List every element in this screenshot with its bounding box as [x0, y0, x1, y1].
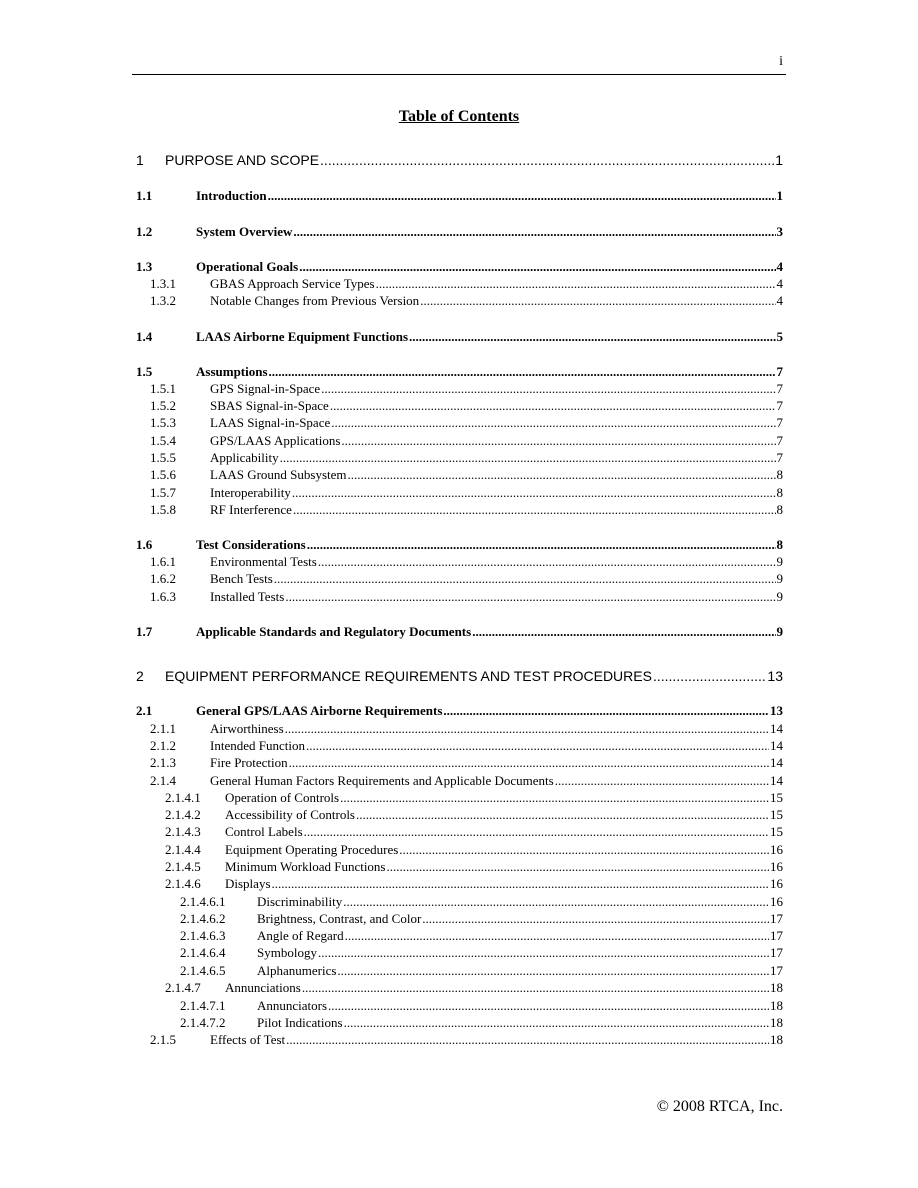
- toc-entry-page: 18: [770, 1032, 783, 1047]
- toc-entry-number: 2.1.4.7: [165, 980, 201, 995]
- toc-entry: [136, 537, 783, 554]
- toc-entry-number: 2.1.4.6.4: [180, 945, 226, 960]
- toc-entry-leader: [272, 876, 770, 892]
- toc-entry-title: LAAS Airborne Equipment Functions: [196, 329, 409, 344]
- toc-entry-number: 2.1.1: [150, 721, 176, 736]
- toc-entry-number: 2.1.4: [150, 773, 176, 788]
- toc-entry-page: 4: [776, 259, 783, 274]
- toc-entry-page: 16: [770, 876, 783, 891]
- toc-entry-number: 1.6.2: [150, 571, 176, 586]
- toc-entry-number: 1.5.7: [150, 485, 176, 500]
- toc-entry: [150, 589, 783, 606]
- toc-entry-leader: [307, 537, 776, 553]
- toc-entry-number: 2.1.4.6.2: [180, 911, 226, 926]
- toc-entry-title: Notable Changes from Previous Version: [210, 293, 420, 308]
- toc-entry-leader: [356, 807, 769, 823]
- toc-entry-page: 17: [770, 911, 783, 926]
- toc-entry-page: 3: [776, 224, 783, 239]
- toc-entry: [165, 876, 783, 893]
- toc-entry-number: 1.5.8: [150, 502, 176, 517]
- toc-entry: [150, 502, 783, 519]
- toc-entry-number: 1.5.3: [150, 415, 176, 430]
- toc-entry-leader: [341, 433, 775, 449]
- toc-entry-page: 7: [776, 433, 783, 448]
- toc-entry-leader: [304, 824, 769, 840]
- toc-entry-number: 2.1.5: [150, 1032, 176, 1047]
- toc-entry-leader: [409, 329, 775, 345]
- toc-entry: [180, 963, 783, 980]
- toc-entry-number: 2.1.3: [150, 755, 176, 770]
- toc-entry-page: 14: [770, 721, 783, 736]
- toc-entry: [165, 790, 783, 807]
- toc-entry-title: Equipment Operating Procedures: [225, 842, 399, 857]
- toc-entry-number: 2.1.4.7.2: [180, 1015, 226, 1030]
- toc-entry-leader: [320, 152, 774, 168]
- toc-entry-number: 1.6: [136, 537, 153, 552]
- toc-entry: [150, 485, 783, 502]
- toc-entry-number: 1.1: [136, 188, 153, 203]
- toc-entry-title: System Overview: [196, 224, 293, 239]
- toc-entry-number: 1.5.1: [150, 381, 176, 396]
- toc-entry-leader: [348, 467, 776, 483]
- toc-entry-leader: [286, 1032, 769, 1048]
- toc-entry-number: 1.5.2: [150, 398, 176, 413]
- toc-entry-title: LAAS Signal-in-Space: [210, 415, 331, 430]
- toc-entry-title: Intended Function: [210, 738, 305, 753]
- toc-entry-leader: [472, 624, 775, 640]
- toc-entry-number: 1.6.3: [150, 589, 176, 604]
- toc-entry: [180, 911, 783, 928]
- toc-entry-title: GPS Signal-in-Space: [210, 381, 321, 396]
- toc-entry: [150, 721, 783, 738]
- toc-entry-title: Annunciations: [225, 980, 301, 995]
- toc-entry-page: 14: [770, 755, 783, 770]
- toc-entry-number: 2.1.4.3: [165, 824, 201, 839]
- toc-entry-page: 4: [776, 276, 783, 291]
- toc-entry-number: 1.2: [136, 224, 153, 239]
- toc-entry-number: 1.5.6: [150, 467, 176, 482]
- toc-entry-page: 7: [776, 450, 783, 465]
- toc-entry-page: 15: [770, 790, 783, 805]
- toc-title: Table of Contents: [398, 108, 520, 125]
- toc-entry-leader: [330, 398, 776, 414]
- toc-entry-leader: [293, 502, 776, 518]
- toc-entry-number: 2.1.4.6: [165, 876, 201, 891]
- copyright-footer: © 2008 RTCA, Inc.: [656, 1098, 783, 1115]
- toc-entry: [165, 807, 783, 824]
- toc-entry-title: RF Interference: [210, 502, 292, 517]
- toc-entry-leader: [555, 773, 769, 789]
- toc-entry-leader: [345, 928, 769, 944]
- toc-entry-page: 8: [776, 467, 783, 482]
- toc-entry-page: 18: [770, 980, 783, 995]
- toc-entry-title: LAAS Ground Subsystem: [210, 467, 347, 482]
- toc-entry-leader: [285, 721, 769, 737]
- toc-entry-title: Accessibility of Controls: [225, 807, 355, 822]
- toc-entry-title: Operation of Controls: [225, 790, 340, 805]
- toc-entry: [165, 824, 783, 841]
- toc-entry-title: Environmental Tests: [210, 554, 317, 569]
- toc-entry-title: Applicability: [210, 450, 279, 465]
- toc-entry: [136, 188, 783, 205]
- toc-entry-leader: [376, 276, 776, 292]
- toc-entry-number: 1.3.1: [150, 276, 176, 291]
- toc-entry-page: 16: [770, 894, 783, 909]
- toc-entry-title: Alphanumerics: [257, 963, 337, 978]
- toc-entry: [150, 293, 783, 310]
- toc-entry: [136, 152, 783, 169]
- toc-entry-page: 1: [775, 152, 783, 168]
- toc-entry-leader: [443, 703, 769, 719]
- toc-entry-leader: [285, 589, 775, 605]
- toc-entry-title: EQUIPMENT PERFORMANCE REQUIREMENTS AND TEST PROCEDURES: [165, 668, 652, 684]
- toc-entry-page: 15: [770, 824, 783, 839]
- toc-entry-leader: [318, 945, 769, 961]
- toc-entry-page: 5: [776, 329, 783, 344]
- toc-entry: [180, 1015, 783, 1032]
- toc-entry: [150, 571, 783, 588]
- toc-entry: [180, 945, 783, 962]
- toc-entry-number: 2.1: [136, 703, 153, 718]
- toc-entry-leader: [653, 668, 766, 684]
- toc-entry-leader: [340, 790, 769, 806]
- toc-entry-page: 4: [776, 293, 783, 308]
- toc-entry: [165, 842, 783, 859]
- toc-entry-leader: [268, 188, 776, 204]
- toc-entry: [150, 467, 783, 484]
- toc-entry-number: 2.1.4.1: [165, 790, 201, 805]
- toc-entry-page: 16: [770, 859, 783, 874]
- toc-entry-page: 7: [776, 364, 783, 379]
- toc-entry: [150, 398, 783, 415]
- toc-entry: [150, 738, 783, 755]
- toc-entry-number: 2.1.4.5: [165, 859, 201, 874]
- toc-entry-page: 16: [770, 842, 783, 857]
- toc-entry-leader: [292, 485, 776, 501]
- toc-entry-page: 13: [770, 703, 783, 718]
- toc-entry-page: 1: [776, 188, 783, 203]
- toc-entry-leader: [420, 293, 775, 309]
- toc-entry-page: 9: [776, 589, 783, 604]
- toc-entry-title: Symbology: [257, 945, 317, 960]
- toc-entry-title: Operational Goals: [196, 259, 299, 274]
- toc-entry: [136, 668, 783, 685]
- toc-entry-title: General Human Factors Requirements and Applicable Documents: [210, 773, 554, 788]
- toc-entry-title: Bench Tests: [210, 571, 273, 586]
- toc-entry-number: 1.5.5: [150, 450, 176, 465]
- toc-entry-leader: [343, 894, 769, 910]
- toc-entry-title: Brightness, Contrast, and Color: [257, 911, 422, 926]
- toc-entry-page: 8: [776, 502, 783, 517]
- toc-entry-number: 1.7: [136, 624, 153, 639]
- toc-entry-number: 2.1.4.2: [165, 807, 201, 822]
- toc-entry: [136, 259, 783, 276]
- toc-entry-title: Angle of Regard: [257, 928, 344, 943]
- toc-entry: [180, 998, 783, 1015]
- toc-entry-title: Minimum Workload Functions: [225, 859, 386, 874]
- toc-entry-page: 13: [767, 668, 783, 684]
- toc-entry-page: 14: [770, 738, 783, 753]
- toc-entry-number: 1: [136, 152, 144, 168]
- toc-entry-title: Installed Tests: [210, 589, 285, 604]
- toc-entry: [150, 755, 783, 772]
- toc-entry-title: Airworthiness: [210, 721, 284, 736]
- toc-entry-title: GPS/LAAS Applications: [210, 433, 341, 448]
- toc-entry: [150, 276, 783, 293]
- toc-entry-leader: [337, 963, 769, 979]
- toc-entry-number: 2.1.4.6.5: [180, 963, 226, 978]
- toc-entry-page: 14: [770, 773, 783, 788]
- toc-entry-page: 17: [770, 928, 783, 943]
- toc-entry-leader: [299, 259, 775, 275]
- toc-entry-page: 7: [776, 415, 783, 430]
- toc-entry-title: Assumptions: [196, 364, 268, 379]
- toc-entry-title: Displays: [225, 876, 271, 891]
- toc-entry-page: 17: [770, 963, 783, 978]
- toc-entry: [180, 894, 783, 911]
- toc-entry-title: PURPOSE AND SCOPE: [165, 152, 320, 168]
- toc-entry-leader: [331, 415, 775, 431]
- toc-entry-title: General GPS/LAAS Airborne Requirements: [196, 703, 443, 718]
- toc-entry: [150, 1032, 783, 1049]
- toc-entry: [165, 980, 783, 997]
- toc-entry: [136, 364, 783, 381]
- toc-entry-number: 2.1.2: [150, 738, 176, 753]
- toc-entry: [136, 224, 783, 241]
- toc-entry-title: Discriminability: [257, 894, 343, 909]
- toc-entry-title: Pilot Indications: [257, 1015, 343, 1030]
- toc-entry-number: 2.1.4.4: [165, 842, 201, 857]
- toc-entry: [165, 859, 783, 876]
- toc-entry-leader: [321, 381, 775, 397]
- toc-entry-leader: [328, 998, 769, 1014]
- toc-entry-title: Annunciators: [257, 998, 328, 1013]
- toc-entry-title: Interoperability: [210, 485, 291, 500]
- toc-entry-title: Test Considerations: [196, 537, 306, 552]
- toc-entry: [136, 329, 783, 346]
- toc-entry-page: 18: [770, 1015, 783, 1030]
- toc-entry-number: 2.1.4.6.1: [180, 894, 226, 909]
- toc-entry-leader: [318, 554, 776, 570]
- toc-entry-number: 1.4: [136, 329, 153, 344]
- toc-entry-number: 1.3: [136, 259, 153, 274]
- toc-entry-page: 9: [776, 624, 783, 639]
- toc-entry-page: 7: [776, 381, 783, 396]
- toc-entry-leader: [344, 1015, 769, 1031]
- toc-entry-leader: [269, 364, 776, 380]
- toc-entry-title: GBAS Approach Service Types: [210, 276, 375, 291]
- toc-entry-number: 2.1.4.7.1: [180, 998, 226, 1013]
- toc-entry-page: 18: [770, 998, 783, 1013]
- toc-entry-title: Introduction: [196, 188, 267, 203]
- toc-entry: [136, 624, 783, 641]
- toc-entry-title: Effects of Test: [210, 1032, 286, 1047]
- toc-entry-leader: [306, 738, 769, 754]
- toc-entry: [136, 703, 783, 720]
- toc-entry-page: 8: [776, 485, 783, 500]
- toc-entry-number: 2: [136, 668, 144, 684]
- toc-entry-number: 1.5.4: [150, 433, 176, 448]
- toc-entry: [150, 415, 783, 432]
- toc-entry-title: Fire Protection: [210, 755, 288, 770]
- toc-entry-leader: [302, 980, 769, 996]
- toc-entry-leader: [387, 859, 770, 875]
- toc-entry-title: SBAS Signal-in-Space: [210, 398, 329, 413]
- toc-entry-page: 9: [776, 554, 783, 569]
- toc-entry-number: 1.3.2: [150, 293, 176, 308]
- toc-entry-number: 1.6.1: [150, 554, 176, 569]
- toc-entry-number: 2.1.4.6.3: [180, 928, 226, 943]
- toc-entry: [150, 773, 783, 790]
- toc-entry-page: 8: [776, 537, 783, 552]
- toc-entry-leader: [293, 224, 775, 240]
- toc-entry-number: 1.5: [136, 364, 153, 379]
- page-number: i: [779, 54, 783, 69]
- toc-entry-leader: [274, 571, 776, 587]
- toc-entry-page: 7: [776, 398, 783, 413]
- toc-entry: [150, 433, 783, 450]
- toc-entry-leader: [399, 842, 769, 858]
- toc-entry-title: Applicable Standards and Regulatory Documents: [196, 624, 472, 639]
- toc-entry-page: 17: [770, 945, 783, 960]
- toc-entry: [150, 381, 783, 398]
- toc-entry-leader: [280, 450, 776, 466]
- toc-entry-page: 15: [770, 807, 783, 822]
- toc-entry: [150, 450, 783, 467]
- toc-entry-title: Control Labels: [225, 824, 303, 839]
- toc-entry-page: 9: [776, 571, 783, 586]
- toc-entry-leader: [289, 755, 769, 771]
- toc-entry-leader: [422, 911, 769, 927]
- toc-entry: [180, 928, 783, 945]
- toc-entry: [150, 554, 783, 571]
